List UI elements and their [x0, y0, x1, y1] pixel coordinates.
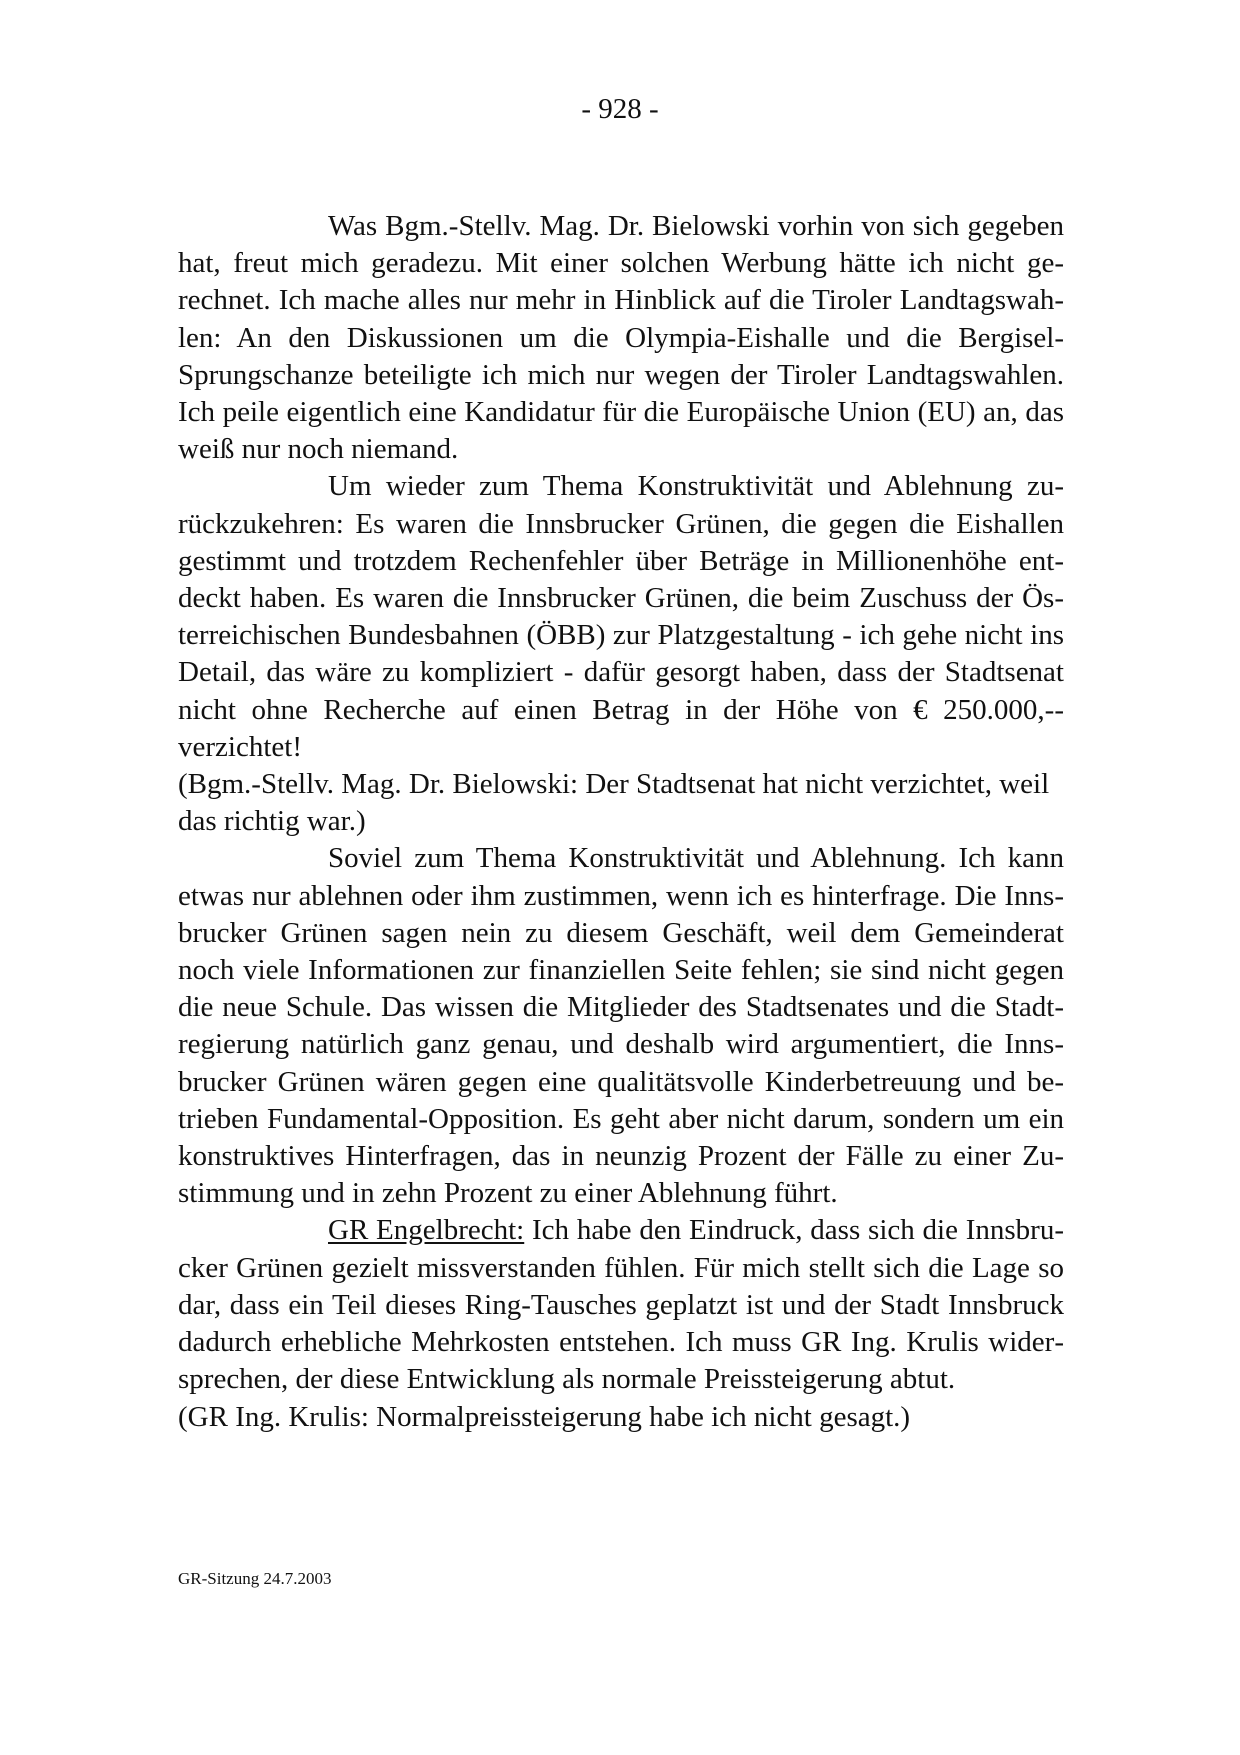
page-number: - 928 - — [581, 93, 659, 125]
speaker-name: GR Engelbrecht: — [328, 1214, 525, 1247]
paragraph-4 — [178, 1212, 1064, 1398]
footer-session-date: GR-Sitzung 24.7.2003 — [178, 1569, 332, 1588]
document-body — [178, 208, 1064, 1436]
paragraph-2: Um wieder zum Thema Konstruktivität und Ablehnung zurückzukehren: Es waren die Innsbrucker Grünen, die gegen die Eishallen gestimmt und trotzdem Rechenfehler über Beträge in Millionenhöhe entdeckt haben. Es waren die Innsbrucker Grünen, die beim Zuschuss der Österreichischen Bundesbahnen (ÖBB) zur Platzgestaltung - ich gehe nicht ins Detail, das wäre zu kompliziert - dafür gesorgt haben, dass der Stadtsenat nicht ohne Recherche auf einen Betrag in der Höhe von € 250.000,-- verzichtet! — [178, 470, 1064, 763]
interjection-bielowski: (Bgm.-Stellv. Mag. Dr. Bielowski: Der Stadtsenat hat nicht verzichtet, weil das richtig war.) — [178, 768, 1050, 838]
interjection-krulis: (GR Ing. Krulis: Normalpreissteigerung habe ich nicht gesagt.) — [178, 1400, 911, 1433]
paragraph-4-text: Ich habe den Eindruck, dass sich die Innsbrucker Grünen gezielt missverstanden fühlen. Für mich stellt sich die Lage so dar, dass ein Teil dieses Ring-Tausches geplatzt ist und der Stadt Innsbruck dadurch erhebliche Mehrkosten entstehen. Ich muss GR Ing. Krulis widersprechen, der diese Entwicklung als normale Preissteigerung abtut. — [178, 1214, 1064, 1396]
paragraph-3: Soviel zum Thema Konstruktivität und Ablehnung. Ich kann etwas nur ablehnen oder ihm zustimmen, wenn ich es hinterfrage. Die Innsbrucker Grünen sagen nein zu diesem Geschäft, weil dem Gemeinderat noch viele Informationen zur finanziellen Seite fehlen; sie sind nicht gegen die neue Schule. Das wissen die Mitglieder des Stadtsenates und die Stadtregierung natürlich ganz genau, und deshalb wird argumentiert, die Innsbrucker Grünen wären gegen eine qualitätsvolle Kinderbetreuung und betrieben Fundamental-Opposition. Es geht aber nicht darum, sondern um ein konstruktives Hinterfragen, das in neunzig Prozent der Fälle zu einer Zustimmung und in zehn Prozent zu einer Ablehnung führt. — [178, 842, 1064, 1210]
paragraph-1: Was Bgm.-Stellv. Mag. Dr. Bielowski vorhin von sich gegeben hat, freut mich geradezu. Mit einer solchen Werbung hätte ich nicht gerechnet. Ich mache alles nur mehr in Hinblick auf die Tiroler Landtagswahlen: An den Diskussionen um die Olympia-Eishalle und die Bergisel-Sprungschanze beteiligte ich mich nur wegen der Tiroler Landtagswahlen. Ich peile eigentlich eine Kandidatur für die Europäische Union (EU) an, das weiß nur noch niemand. — [178, 210, 1064, 466]
